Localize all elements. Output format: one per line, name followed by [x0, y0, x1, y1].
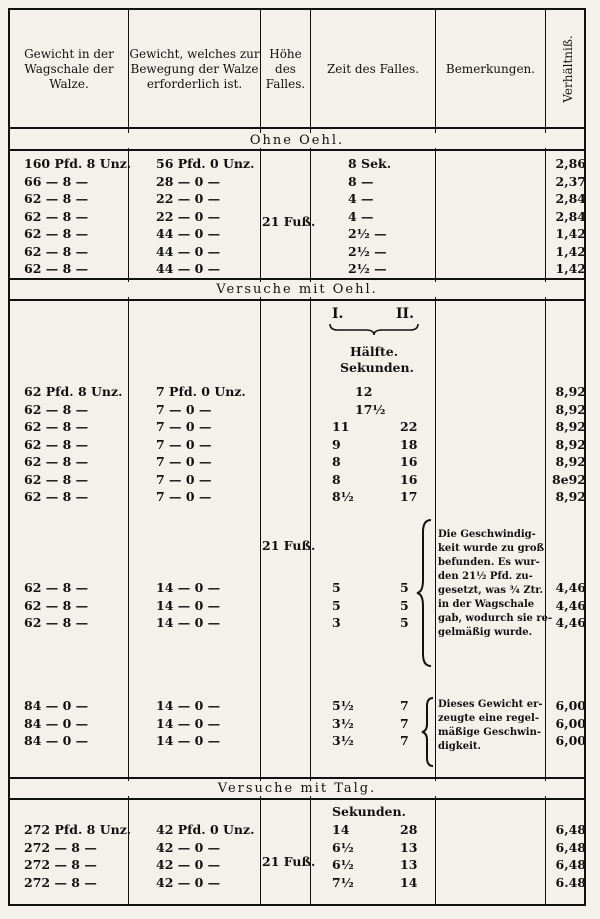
ratio-cell: 4,46	[555, 597, 586, 613]
remark-line: in der Wagschale	[438, 599, 535, 610]
time-half-one: 3½	[332, 715, 354, 731]
time-half-one: 11	[332, 419, 350, 434]
weight-cell: 62 — 8 —	[24, 489, 89, 504]
rule	[10, 777, 584, 779]
weight-cell: 62 — 8 —	[24, 597, 89, 613]
table-frame	[8, 8, 586, 906]
time-half-two: 5	[400, 597, 409, 613]
header-weight: Gewicht in der Wagschale der Walze.	[24, 46, 114, 91]
ratio-cell: 8,92	[555, 489, 586, 504]
ratio-cell: 8,92	[555, 436, 586, 452]
ratio-cell: 4,46	[555, 580, 586, 595]
ratio-cell: 6,00	[555, 698, 586, 713]
remark-line: zeugte eine regel-	[438, 713, 539, 724]
time-half-two: 14	[400, 874, 418, 890]
time-cell: 4 —	[348, 208, 374, 224]
time-half-one: 5½	[332, 698, 354, 713]
time-half-one: 6½	[332, 839, 354, 855]
header-fall-time: Zeit des Falles.	[326, 61, 420, 76]
required-weight-cell: 44 — 0 —	[156, 226, 221, 241]
remark-regular-speed	[438, 698, 543, 754]
required-weight-cell: 14 — 0 —	[156, 698, 221, 713]
ratio-cell: 8,92	[555, 454, 586, 469]
time-half-two: 22	[400, 419, 418, 434]
weight-cell: 62 — 8 —	[24, 401, 89, 417]
half-label: Hälfte.	[350, 344, 399, 359]
section-title-with-tallow: Versuche mit Talg.	[10, 781, 584, 796]
ratio-cell: 8,92	[555, 384, 586, 399]
rule	[10, 149, 584, 151]
rule	[10, 278, 584, 280]
seconds-label: Sekunden.	[332, 804, 406, 819]
ratio-cell: 2,84	[555, 191, 586, 206]
time-half-two: 13	[400, 839, 418, 855]
required-weight-cell: 44 — 0 —	[156, 261, 221, 276]
ratio-cell: 6.48	[555, 874, 586, 890]
weight-cell: 62 — 8 —	[24, 226, 89, 241]
weight-cell: 84 — 0 —	[24, 698, 89, 713]
weight-cell: 84 — 0 —	[24, 715, 89, 731]
time-half-one: 8	[332, 471, 341, 487]
required-weight-cell: 22 — 0 —	[156, 208, 221, 224]
time-total: 17½	[355, 401, 386, 417]
required-weight-cell: 56 Pfd. 0 Unz.	[156, 156, 255, 171]
time-half-two: 28	[400, 822, 418, 837]
weight-cell: 66 — 8 —	[24, 173, 89, 189]
ratio-cell: 6,00	[555, 715, 586, 731]
time-cell: 4 —	[348, 191, 374, 206]
brace-icon	[420, 696, 436, 768]
header-required-weight: Gewicht, welches zur Bewegung der Walze erforderlich ist.	[129, 46, 260, 91]
ratio-cell: 6,48	[555, 822, 586, 837]
remark-line: gab, wodurch sie re-	[438, 613, 553, 624]
brace-icon	[328, 322, 420, 336]
fall-height: 21 Fuß.	[262, 214, 316, 229]
ratio-cell: 6,48	[555, 839, 586, 855]
weight-cell: 62 — 8 —	[24, 419, 89, 434]
required-weight-cell: 7 — 0 —	[156, 489, 212, 504]
ratio-cell: 1,42	[555, 226, 586, 241]
half-two-label: II.	[396, 306, 414, 322]
section-title-with-oil: Versuche mit Oehl.	[10, 282, 584, 297]
time-half-two: 7	[400, 698, 409, 713]
remark-speed-too-high	[438, 528, 552, 640]
time-half-one: 8	[332, 454, 341, 469]
weight-cell: 272 — 8 —	[24, 839, 97, 855]
section-title-no-oil: Ohne Oehl.	[10, 133, 584, 148]
time-half-one: 14	[332, 822, 350, 837]
ratio-cell: 8,92	[555, 401, 586, 417]
time-half-two: 7	[400, 715, 409, 731]
rule	[10, 299, 584, 301]
required-weight-cell: 7 — 0 —	[156, 436, 212, 452]
required-weight-cell: 28 — 0 —	[156, 173, 221, 189]
weight-cell: 62 — 8 —	[24, 471, 89, 487]
time-half-two: 18	[400, 436, 418, 452]
time-half-two: 13	[400, 857, 418, 872]
rule	[10, 798, 584, 800]
remark-line: mäßige Geschwin-	[438, 727, 542, 738]
required-weight-cell: 7 Pfd. 0 Unz.	[156, 384, 246, 399]
ratio-cell: 1,42	[555, 261, 586, 276]
ratio-cell: 2,86	[555, 156, 586, 171]
weight-cell: 62 — 8 —	[24, 580, 89, 595]
weight-cell: 62 — 8 —	[24, 436, 89, 452]
fall-height: 21 Fuß.	[262, 538, 316, 553]
required-weight-cell: 7 — 0 —	[156, 419, 212, 434]
remark-line: keit wurde zu groß	[438, 543, 545, 554]
required-weight-cell: 42 — 0 —	[156, 874, 221, 890]
required-weight-cell: 42 Pfd. 0 Unz.	[156, 822, 255, 837]
time-half-one: 5	[332, 580, 341, 595]
weight-cell: 272 Pfd. 8 Unz.	[24, 822, 132, 837]
remark-line: gesetzt, was ¾ Ztr.	[438, 585, 544, 596]
header-fall-height: Höhe des Falles.	[265, 46, 306, 91]
weight-cell: 62 Pfd. 8 Unz.	[24, 384, 123, 399]
required-weight-cell: 42 — 0 —	[156, 857, 221, 872]
time-half-one: 3	[332, 615, 341, 630]
header-ratio: Verhältniß.	[560, 35, 575, 103]
ratio-cell: 2,37	[555, 173, 586, 189]
remark-line: befunden. Es wur-	[438, 557, 540, 568]
weight-cell: 62 — 8 —	[24, 191, 89, 206]
time-cell: 2½ —	[348, 243, 387, 259]
half-one-label: I.	[332, 306, 344, 322]
time-half-two: 16	[400, 454, 418, 469]
required-weight-cell: 14 — 0 —	[156, 615, 221, 630]
time-half-one: 7½	[332, 874, 354, 890]
required-weight-cell: 14 — 0 —	[156, 580, 221, 595]
time-cell: 2½ —	[348, 261, 387, 276]
time-cell: 8 Sek.	[348, 156, 392, 171]
time-half-two: 16	[400, 471, 418, 487]
required-weight-cell: 7 — 0 —	[156, 401, 212, 417]
time-half-two: 5	[400, 580, 409, 595]
ratio-cell: 1,42	[555, 243, 586, 259]
time-half-one: 6½	[332, 857, 354, 872]
required-weight-cell: 7 — 0 —	[156, 471, 212, 487]
required-weight-cell: 22 — 0 —	[156, 191, 221, 206]
required-weight-cell: 14 — 0 —	[156, 597, 221, 613]
time-half-two: 17	[400, 489, 418, 504]
ratio-cell: 6,48	[555, 857, 586, 872]
ratio-cell: 6,00	[555, 733, 586, 748]
remark-line: gelmäßig wurde.	[438, 627, 533, 638]
required-weight-cell: 14 — 0 —	[156, 715, 221, 731]
seconds-label: Sekunden.	[340, 360, 414, 375]
required-weight-cell: 44 — 0 —	[156, 243, 221, 259]
weight-cell: 62 — 8 —	[24, 208, 89, 224]
time-half-two: 7	[400, 733, 409, 748]
time-cell: 8 —	[348, 173, 374, 189]
brace-icon	[415, 518, 435, 668]
weight-cell: 84 — 0 —	[24, 733, 89, 748]
ratio-cell: 2,84	[555, 208, 586, 224]
required-weight-cell: 7 — 0 —	[156, 454, 212, 469]
remark-line: digkeit.	[438, 741, 481, 752]
ratio-cell: 8e92	[551, 471, 586, 487]
time-half-one: 9	[332, 436, 341, 452]
weight-cell: 62 — 8 —	[24, 615, 89, 630]
weight-cell: 62 — 8 —	[24, 454, 89, 469]
weight-cell: 62 — 8 —	[24, 261, 89, 276]
rule	[10, 127, 584, 129]
header-remarks: Bemerkungen.	[445, 61, 536, 76]
time-half-one: 3½	[332, 733, 354, 748]
ratio-cell: 8,92	[555, 419, 586, 434]
time-half-two: 5	[400, 615, 409, 630]
required-weight-cell: 42 — 0 —	[156, 839, 221, 855]
required-weight-cell: 14 — 0 —	[156, 733, 221, 748]
weight-cell: 272 — 8 —	[24, 857, 97, 872]
time-total: 12	[355, 384, 373, 399]
fall-height: 21 Fuß.	[262, 854, 316, 869]
remark-line: den 21½ Pfd. zu-	[438, 571, 533, 582]
weight-cell: 272 — 8 —	[24, 874, 97, 890]
time-half-one: 5	[332, 597, 341, 613]
remark-line: Dieses Gewicht er-	[438, 699, 543, 710]
remark-line: Die Geschwindig-	[438, 529, 536, 540]
ratio-cell: 4,46	[555, 615, 586, 630]
weight-cell: 160 Pfd. 8 Unz.	[24, 156, 132, 171]
time-half-one: 8½	[332, 489, 354, 504]
weight-cell: 62 — 8 —	[24, 243, 89, 259]
time-cell: 2½ —	[348, 226, 387, 241]
